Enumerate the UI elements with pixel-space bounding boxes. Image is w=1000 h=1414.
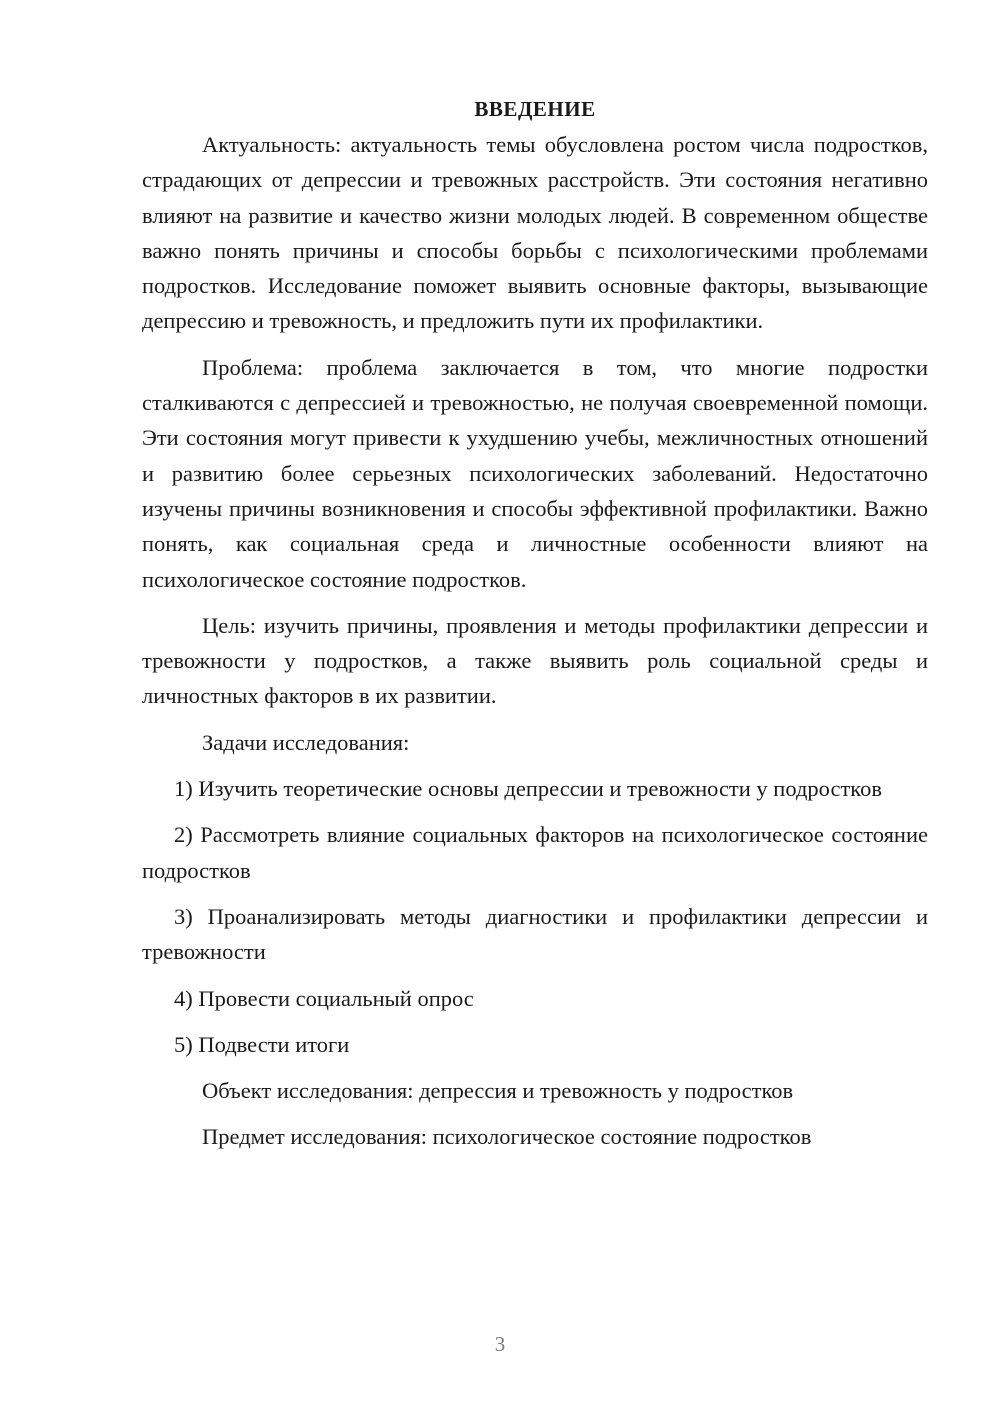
document-page — [142, 92, 928, 1155]
task-item: 5) Подвести итоги — [174, 1031, 350, 1057]
relevance-paragraph: Актуальность: актуальность темы обусловлена ростом числа подростков, страдающих от депрессии и тревожных расстройств. Эти состояния негативно влияют на развитие и качество жизни молодых людей. В современном обществе важно понять причины и способы борьбы с психологическими проблемами подростков. Исследование поможет выявить основные факторы, вызывающие депрессию и тревожность, и предложить пути их профилактики. — [142, 132, 928, 334]
task-item: 2) Рассмотреть влияние социальных факторов на психологическое состояние подростков — [142, 822, 928, 883]
problem-paragraph: Проблема: проблема заключается в том, что многие подростки сталкиваются с депрессией и тревожностью, не получая своевременной помощи. Эти состояния могут привести к ухудшению учебы, межличностных отношений и развитию более серьезных психологических заболеваний. Недостаточно изучены причины возникновения и способы эффективной профилактики. Важно понять, как социальная среда и личностные особенности влияют на психологическое состояние подростков. — [142, 354, 928, 592]
task-item: 4) Провести социальный опрос — [174, 985, 474, 1011]
task-item: 3) Проанализировать методы диагностики и профилактики депрессии и тревожности — [142, 903, 928, 965]
page-number: 3 — [494, 1332, 506, 1356]
section-title: ВВЕДЕНИЕ — [474, 97, 596, 121]
goal-paragraph: Цель: изучить причины, проявления и методы профилактики депрессии и тревожности у подростков, а также выявить роль социальной среды и личностных факторов в их развитии. — [142, 612, 928, 709]
research-subject: Предмет исследования: психологическое состояние подростков — [202, 1124, 812, 1150]
research-object: Объект исследования: депрессия и тревожность у подростков — [202, 1078, 794, 1104]
tasks-heading: Задачи исследования: — [202, 729, 410, 755]
task-item: 1) Изучить теоретические основы депрессии и тревожности у подростков — [174, 776, 882, 802]
